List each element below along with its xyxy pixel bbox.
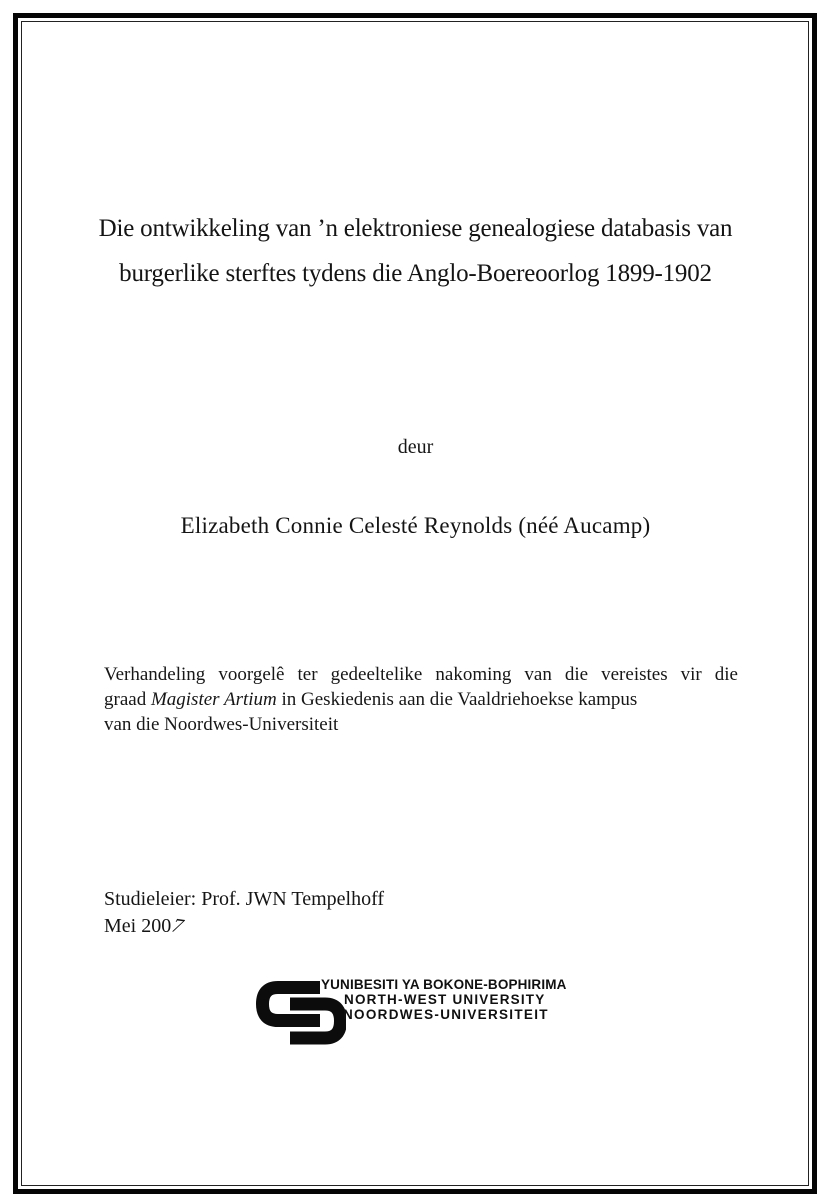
author-name: Elizabeth Connie Celesté Reynolds (néé Aucamp) xyxy=(180,513,651,538)
supervisor-line: Studieleier: Prof. JWN Tempelhoff xyxy=(104,888,385,910)
byline-deur: deur xyxy=(397,436,434,458)
submission-line-2-after: in Geskiedenis aan die Vaaldriehoekse kampus xyxy=(276,689,638,710)
date-final-digit: 7 xyxy=(167,915,188,938)
submission-line-1: Verhandeling voorgelê ter gedeeltelike nakoming van die vereistes vir die xyxy=(104,664,738,685)
submission-statement xyxy=(104,662,738,737)
title-line-2: burgerlike sterftes tydens die Anglo-Boereoorlog 1899-1902 xyxy=(119,260,712,287)
submission-line-3: van die Noordwes-Universiteit xyxy=(104,714,339,735)
supervisor-block xyxy=(104,886,384,940)
title-line-1: Die ontwikkeling van ’n elektroniese genealogiese databasis van xyxy=(98,215,733,242)
thesis-title xyxy=(0,206,831,296)
submission-line-2 xyxy=(104,687,738,712)
date-prefix: Mei 200 xyxy=(104,915,172,937)
logo-text-setswana: YUNIBESITI YA BOKONE-BOPHIRIMA xyxy=(321,977,567,992)
logo-text-english: NORTH-WEST UNIVERSITY xyxy=(344,992,546,1007)
logo-text-afrikaans: NOORDWES-UNIVERSITEIT xyxy=(343,1007,549,1022)
date-line xyxy=(104,913,384,940)
submission-line-2-before: graad xyxy=(104,689,151,710)
submission-line-2-degree: Magister Artium xyxy=(150,689,277,710)
